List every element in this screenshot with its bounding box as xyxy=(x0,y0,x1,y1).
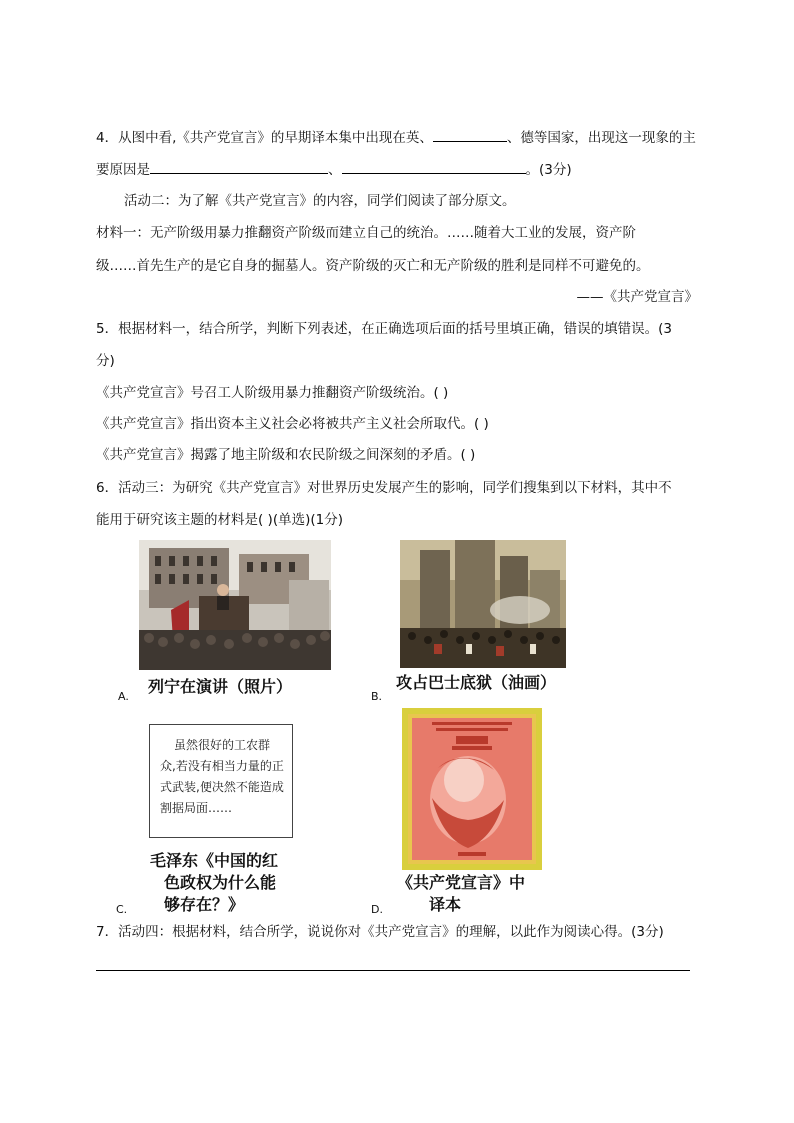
option-d-caption-line-2: 译本 xyxy=(429,895,462,914)
q5-line2: 分) xyxy=(96,353,115,369)
q4-blank-3[interactable] xyxy=(342,159,526,174)
q6-line2: 能用于研究该主题的材料是( )(单选)(1分) xyxy=(96,512,343,528)
option-a-letter[interactable]: A. xyxy=(118,690,129,703)
manifesto-translation-cover[interactable] xyxy=(402,708,542,870)
q5-line1: 5．根据材料一，结合所学，判断下列表述，在正确选项后面的括号里填正确，错误的填错误。(3 xyxy=(96,321,672,337)
option-d-caption-line-1: 《共产党宣言》中 xyxy=(397,873,526,892)
q5-statement-2[interactable]: 《共产党宣言》指出资本主义社会必将被共产主义社会所取代。( ) xyxy=(96,416,489,432)
q4-line2: 要原因是 、 。(3分) xyxy=(96,159,572,180)
option-d-letter[interactable]: D. xyxy=(371,903,383,916)
q5-statement-3[interactable]: 《共产党宣言》揭露了地主阶级和农民阶级之间深刻的矛盾。( ) xyxy=(96,447,476,463)
q4-blank-1[interactable] xyxy=(433,127,507,142)
q7-answer-line[interactable] xyxy=(96,970,690,971)
mao-quote-box[interactable] xyxy=(149,724,293,838)
material1-line2: 级……首先生产的是它自身的掘墓人。资产阶级的灭亡和无产阶级的胜利是同样不可避免的。 xyxy=(96,258,650,274)
mao-quote-line-2: 众,若没有相当力量的正 xyxy=(160,759,284,773)
option-c-caption-line-2: 色政权为什么能 xyxy=(164,873,277,892)
option-b-letter[interactable]: B. xyxy=(371,690,383,703)
option-c-caption xyxy=(150,850,310,916)
lenin-speech-photo-art xyxy=(139,540,331,670)
q4-blank-2[interactable] xyxy=(150,159,328,174)
material1-line1: 材料一：无产阶级用暴力推翻资产阶级而建立自己的统治。……随着大工业的发展，资产阶 xyxy=(96,225,636,241)
bastille-painting-art xyxy=(400,540,566,668)
q6-line1: 6．活动三：为研究《共产党宣言》对世界历史发展产生的影响，同学们搜集到以下材料，其中不 xyxy=(96,480,672,496)
option-c-caption-line-3: 够存在？》 xyxy=(164,895,245,914)
q5-statement-1[interactable]: 《共产党宣言》号召工人阶级用暴力推翻资产阶级统治。( ) xyxy=(96,385,449,401)
mao-quote-line-4: 割据局面…… xyxy=(160,801,233,815)
q7-prompt: 7．活动四：根据材料，结合所学，说说你对《共产党宣言》的理解，以此作为阅读心得。(3分) xyxy=(96,924,664,940)
activity2-intro: 活动二：为了解《共产党宣言》的内容，同学们阅读了部分原文。 xyxy=(124,193,516,209)
option-c-caption-line-1: 毛泽东《中国的红 xyxy=(150,851,279,870)
lenin-speech-photo[interactable] xyxy=(139,540,331,670)
mao-quote-line-1: 虽然很好的工农群 xyxy=(174,738,271,752)
manifesto-cover-art xyxy=(402,708,542,870)
option-b-caption: 攻占巴士底狱（油画） xyxy=(396,673,557,692)
option-a-caption: 列宁在演讲（照片） xyxy=(148,677,293,696)
bastille-painting[interactable] xyxy=(400,540,566,668)
material1-source: ——《共产党宣言》 xyxy=(576,289,698,305)
option-d-caption xyxy=(397,872,567,916)
mao-quote-line-3: 式武装,便决然不能造成 xyxy=(160,780,284,794)
option-c-letter[interactable]: C. xyxy=(116,903,128,916)
q4-line1: 4．从图中看,《共产党宣言》的早期译本集中出现在英、 、德等国家，出现这一现象的主 xyxy=(96,127,696,148)
